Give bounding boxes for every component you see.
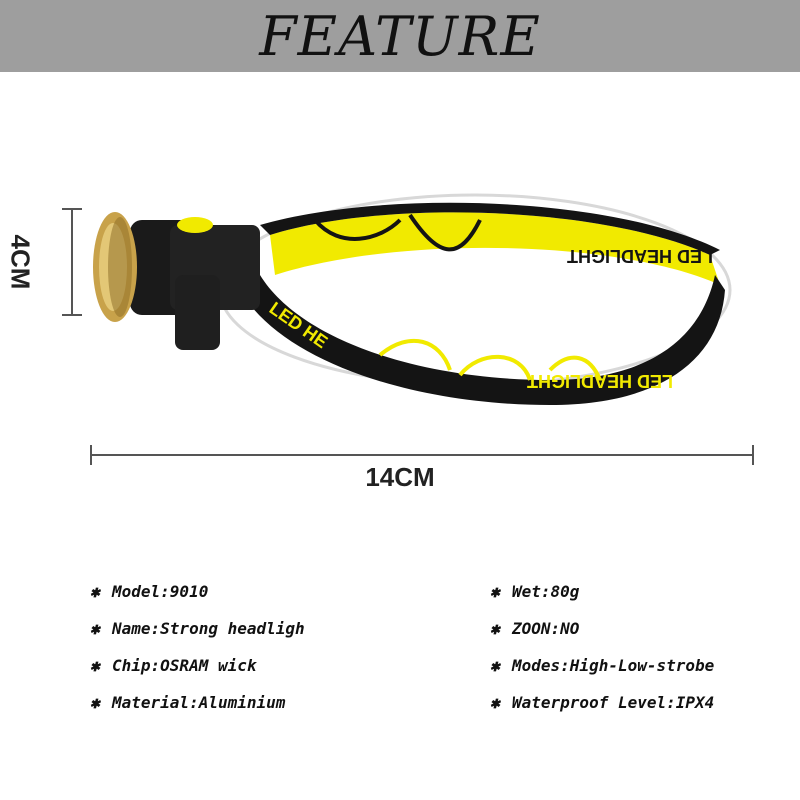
specs-right-column xyxy=(490,582,800,730)
spec-item xyxy=(90,582,440,619)
bullet-icon: ✱ xyxy=(90,693,100,712)
lamp-clip xyxy=(175,275,220,350)
bullet-icon: ✱ xyxy=(490,693,500,712)
band-back-text: LED HEADLIGHT xyxy=(567,246,713,266)
spec-item xyxy=(90,656,440,693)
spec-item xyxy=(490,656,800,693)
bullet-icon: ✱ xyxy=(490,582,500,601)
spec-text: Chip:OSRAM wick xyxy=(112,656,257,675)
spec-text: Waterproof Level:IPX4 xyxy=(512,693,715,712)
spec-text: Model:9010 xyxy=(112,582,209,601)
bullet-icon: ✱ xyxy=(90,582,100,601)
spec-text: Name:Strong headligh xyxy=(112,619,305,638)
banner-title: FEATURE xyxy=(259,4,541,68)
spec-item xyxy=(90,619,440,656)
feature-banner xyxy=(0,0,800,72)
bezel-shadow xyxy=(108,217,132,317)
specs-left-column xyxy=(90,582,440,730)
height-dimension-line xyxy=(62,208,82,316)
spec-text: Modes:High-Low-strobe xyxy=(512,656,715,675)
switch-button xyxy=(177,217,213,233)
bullet-icon: ✱ xyxy=(90,656,100,675)
band-front-text-left: LED HE xyxy=(265,297,332,353)
spec-item xyxy=(90,693,440,730)
spec-text: Wet:80g xyxy=(512,582,580,601)
bullet-icon: ✱ xyxy=(90,619,100,638)
bullet-icon: ✱ xyxy=(490,619,500,638)
spec-item xyxy=(490,582,800,619)
band-front-text-right: LED HEADLIGHT xyxy=(527,371,673,391)
height-dimension-label: 4CM xyxy=(5,234,36,290)
spec-item xyxy=(490,619,800,656)
spec-item xyxy=(490,693,800,730)
width-dimension-label: 14CM xyxy=(365,462,435,492)
bullet-icon: ✱ xyxy=(490,656,500,675)
spec-text: ZOON:NO xyxy=(512,619,580,638)
headlamp-illustration xyxy=(80,180,740,430)
spec-text: Material:Aluminium xyxy=(112,693,286,712)
